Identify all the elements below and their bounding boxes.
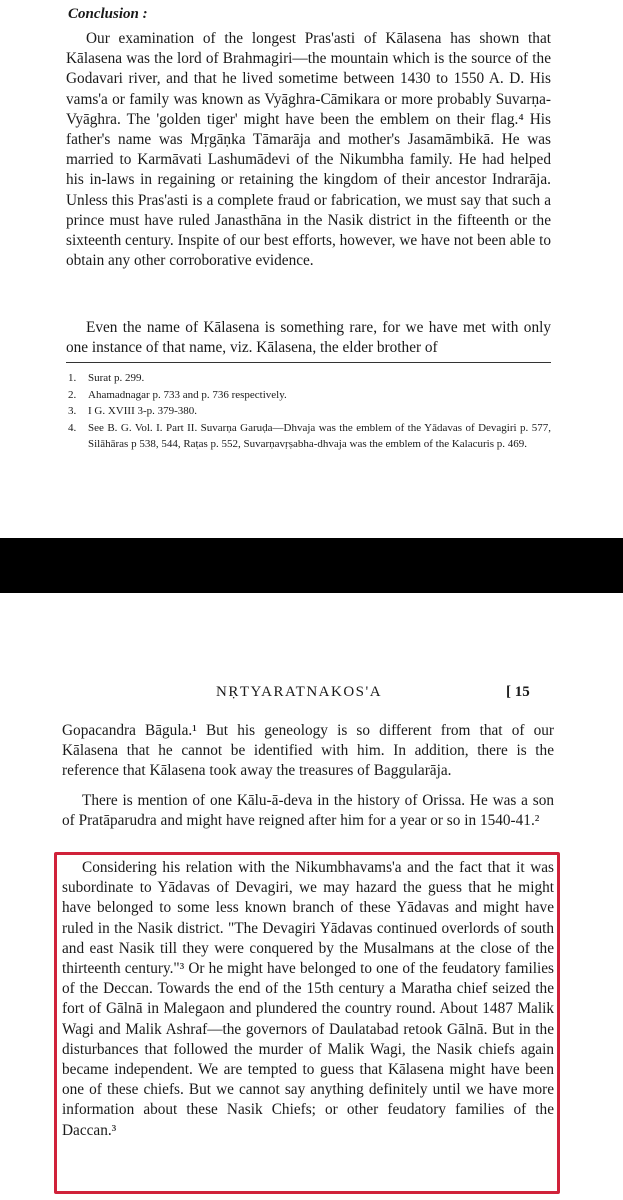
footnotes: [66, 370, 551, 453]
kalasena-name-paragraph: Even the name of Kālasena is something rare, for we have met with only one instance of that name, viz. Kālasena, the elder brother of: [66, 319, 551, 357]
footnote-rule: [66, 362, 551, 363]
running-header: [0, 684, 623, 708]
footnote: [66, 387, 551, 404]
top-page: [0, 0, 623, 538]
footnote-text: Ahamadnagar p. 733 and p. 736 respectively.: [88, 388, 287, 401]
footnote-number: 1.: [68, 372, 77, 384]
footnote-number: 3.: [68, 405, 77, 417]
footnote: [66, 370, 551, 387]
footnote-text: Surat p. 299.: [88, 372, 145, 384]
footnote-text: See B. G. Vol. I. Part II. Suvarṇa Garuḍa—Dhvaja was the emblem of the Yādavas of Devagiri p. 577, Silāhāras p 538, 544, Raṭas p. 552, Suvarṇavṛṣabha-dhvaja was the emblem of the Kalacuris p. 469.: [88, 421, 551, 450]
footnote-number: 4.: [68, 421, 77, 434]
conclusion-heading: Conclusion :: [68, 6, 148, 22]
gopacandra-paragraph: Gopacandra Bāgula.¹ But his geneology is so different from that of our Kālasena that he cannot be identified with him. In addition, there is the reference that Kālasena took away the treasures of Baggularāja.: [62, 722, 554, 780]
running-title: NṚTYARATNAKOS'A: [216, 684, 383, 700]
page-separator-band: [0, 538, 623, 593]
kalu-a-deva-paragraph: There is mention of one Kālu-ā-deva in the history of Orissa. He was a son of Pratāparudra and might have reigned after him for a year or so in 1540-41.²: [62, 792, 554, 830]
conclusion-paragraph: Our examination of the longest Pras'asti of Kālasena has shown that Kālasena was the lord of Brahmagiri—the mountain which is the source of the Godavari river, and that he lived sometime between 1430 to 1550 A. D. His vams'a or family was known as Vyāghra-Cāmikara or more probably Suvarṇa-Vyāghra. The 'golden tiger' might have been the emblem on their flag.⁴ His father's name was Mṛgāṇka Tāmarāja and mother's Jasamāmbikā. He was married to Karmāvati Lashumādevi of the Nikumbha family. He had helped his in-laws in regaining or retaining the kingdom of their ancestor Indrarāja. Unless this Pras'asti is a complete fraud or fabrication, we must say that such a prince must have ruled Janasthāna in the Nasik district in the fifteenth or the sixteenth century. Inspite of our best efforts, however, we have not been able to obtain any other corroborative evidence.: [66, 30, 551, 270]
footnote-number: 2.: [68, 388, 77, 401]
footnote: [66, 403, 551, 420]
page-number: [ 15: [506, 684, 530, 700]
highlighted-paragraph: Considering his relation with the Nikumbhavams'a and the fact that it was subordinate to Yādavas of Devagiri, we may hazard the guess that he might have belonged to some less known branch of these Yādavas and might have ruled in the Nasik district. "The Devagiri Yādavas continued overlords of south and east Nasik till they were conquered by the Musalmans at the close of the thirteenth century."³ Or he might have belonged to one of the feudatory families of the Deccan. Towards the end of the 15th century a Maratha chief seized the fort of Gālnā in Malegaon and plundered the country round. About 1487 Malik Wagi and Malik Ashraf—the governors of Daulatabad retook Gālnā. But in the disturbances that followed the murder of Malik Wagi, the Nasik chiefs again became independent. We are tempted to guess that Kālasena might have been one of these chiefs. But we cannot say anything definitely until we have more information about these Nasik Chiefs; or other feudatory families of the Daccan.³: [62, 859, 554, 1139]
footnote: [66, 420, 551, 453]
footnote-text: I G. XVIII 3-p. 379-380.: [88, 405, 198, 417]
